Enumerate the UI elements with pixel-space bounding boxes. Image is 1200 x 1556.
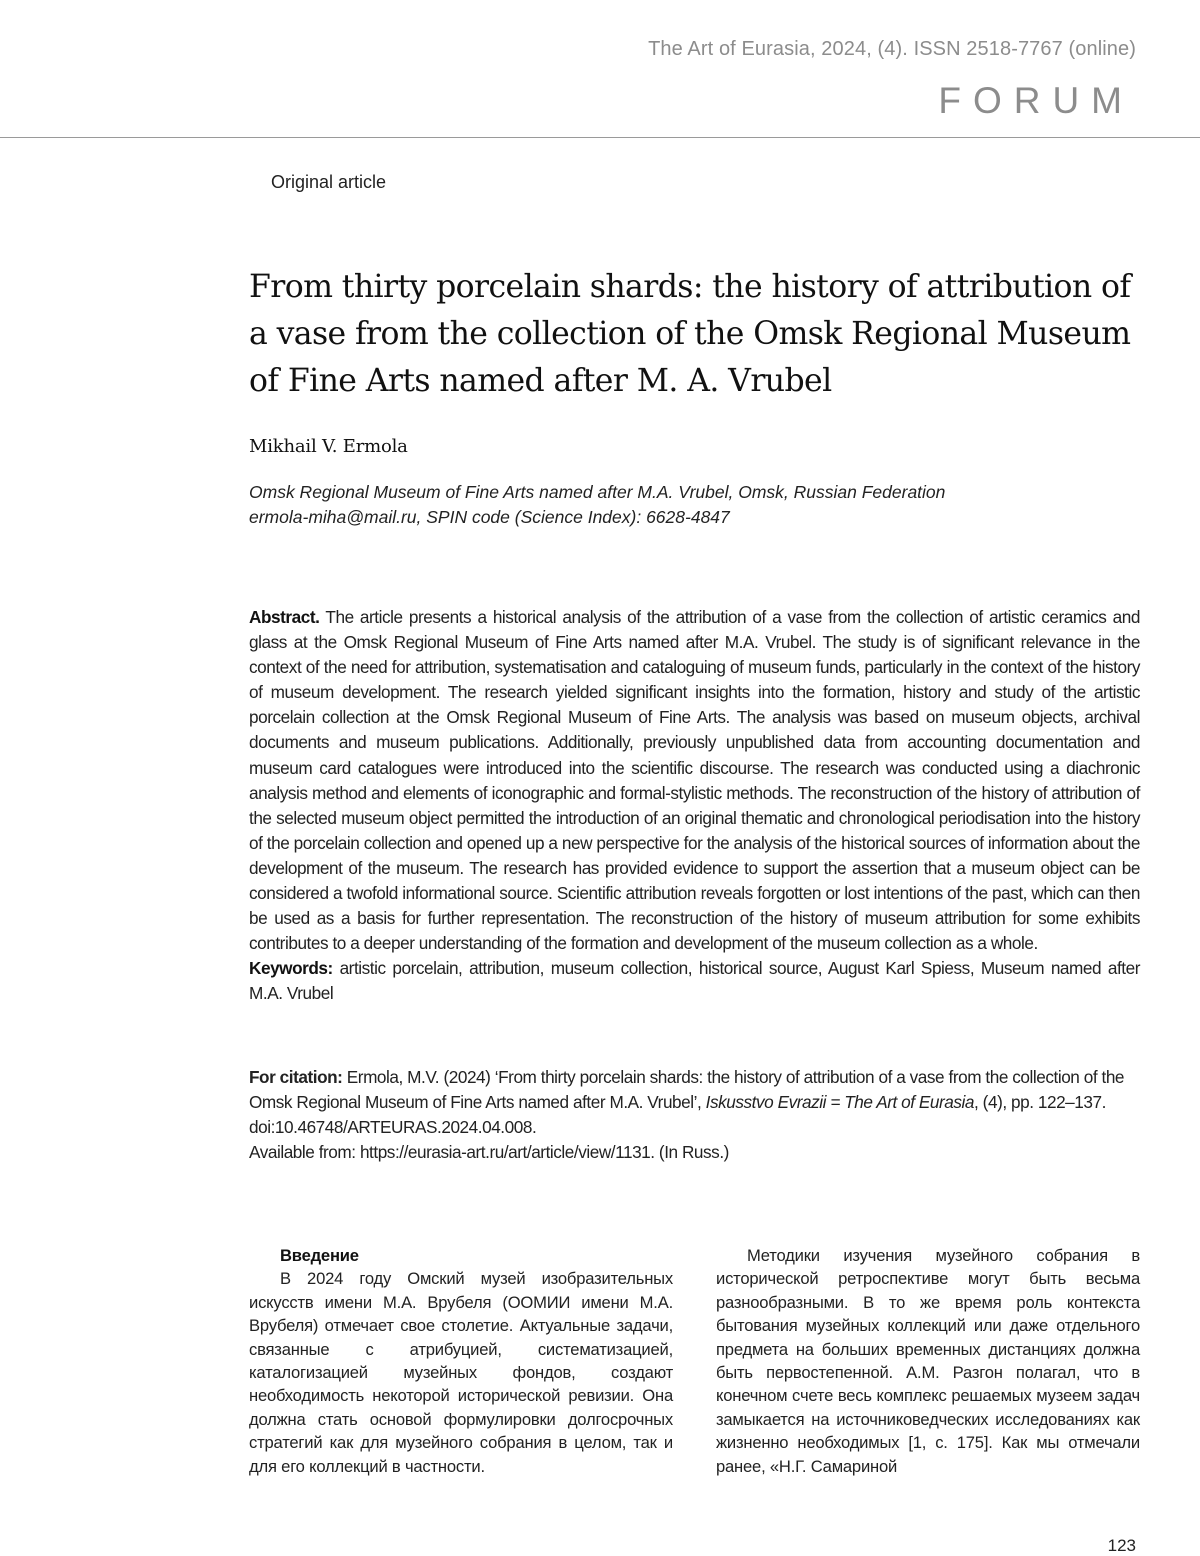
journal-info: The Art of Eurasia, 2024, (4). ISSN 2518-7767 (online) (648, 38, 1136, 60)
contact-info: ermola-miha@mail.ru, SPIN code (Science Index): 6628-4847 (249, 507, 730, 527)
body-column-left (249, 1244, 673, 1478)
keywords-paragraph (249, 956, 1140, 1006)
abstract-text: The article presents a historical analysis of the attribution of a vase from the collection of artistic ceramics and glass at the Omsk Regional Museum of Fine Arts named after M.A. Vrubel. The study is of significant relevance in the context of the need for attribution, systematisation and cataloguing of museum funds, particularly in the context of the history of museum development. The research yielded significant insights into the formation, history and study of the artistic porcelain collection at the Omsk Regional Museum of Fine Arts. The analysis was based on museum objects, archival documents and museum publications. Additionally, previously unpublished data from accounting documentation and museum card catalogues were introduced into the scientific discourse. The research was conducted using a diachronic analysis method and elements of iconographic and formal-stylistic methods. The reconstruction of the history of attribution of the selected museum object permitted the introduction of an original thematic and chronological periodisation into the history of the porcelain collection and opened up a new perspective for the analysis of the historical sources of information about the development of the museum. The research has provided evidence to support the assertion that a museum object can be considered a twofold informational source. Scientific attribution reveals forgotten or lost intentions of the past, which can then be used as a basis for further representation. The reconstruction of the history of museum attribution for some exhibits contributes to a deeper understanding of the formation and development of the museum collection as a whole. (249, 607, 1140, 954)
citation-available: Available from: https://eurasia-art.ru/art/article/view/1131. (In Russ.) (249, 1142, 729, 1163)
abstract-label: Abstract. (249, 607, 320, 627)
citation-text: Ermola, M.V. (2024) ‘From thirty porcelain shards: the history of attribution of a vase from the collection of the Omsk Regional Museum of Fine Arts named after M.A. Vrubel’, (249, 1067, 1125, 1113)
citation-block (249, 1065, 1140, 1165)
body-column-right (716, 1244, 1140, 1478)
body-paragraph: Методики изучения музейного собрания в исторической ретроспективе могут быть весьма разнообразными. В то же время роль контекста бытования музейных коллекций или даже отдельного предмета на больших временных дистанциях должна быть первостепенной. А.М. Разгон полагал, что в конечном счете весь комплекс решаемых музеем задач замыкается на источниковедческих исследованиях как жизненно необходимых [1, с. 175]. Как мы отмечали ранее, «Н.Г. Самариной (716, 1246, 1140, 1476)
author-name: Mikhail V. Ermola (249, 436, 408, 457)
article-title: From thirty porcelain shards: the history of attribution of a vase from the collection of the Omsk Regional Museum of Fine Arts named after M. A. Vrubel (249, 269, 1131, 399)
body-paragraph: В 2024 году Омский музей изобразительных искусств имени М.А. Врубеля (ООМИИ имени М.А. Врубеля) отмечает свое столетие. Актуальные задачи, связанные с атрибуцией, систематизацией, каталогизацией музейных фондов, создают необходимость некоторой исторической ревизии. Она должна стать основой формулировки долгосрочных стратегий как для музейного собрания в целом, так и для его коллекций в частности. (249, 1269, 673, 1476)
citation-paragraph (249, 1065, 1140, 1140)
page-number: 123 (1107, 1536, 1136, 1555)
affiliation: Omsk Regional Museum of Fine Arts named after M.A. Vrubel, Omsk, Russian Federation (249, 482, 946, 502)
citation-journal: Iskusstvo Evrazii = The Art of Eurasia (705, 1092, 975, 1113)
abstract-block (249, 605, 1140, 1007)
keywords-label: Keywords: (249, 958, 333, 979)
header-divider (0, 137, 1200, 138)
keywords-text: artistic porcelain, attribution, museum collection, historical source, August Karl Spiess, Museum named after M.A. Vrubel (249, 958, 1140, 1004)
author-affiliation-block (249, 480, 1149, 530)
article-type: Original article (271, 172, 387, 192)
citation-details: , (4), pp. 122–137. doi:10.46748/ARTEURAS.2024.04.008. (249, 1092, 1106, 1138)
citation-label: For citation: (249, 1067, 343, 1087)
section-label: FORUM (938, 80, 1134, 121)
introduction-heading: Введение (280, 1246, 359, 1265)
abstract-paragraph (249, 605, 1140, 956)
